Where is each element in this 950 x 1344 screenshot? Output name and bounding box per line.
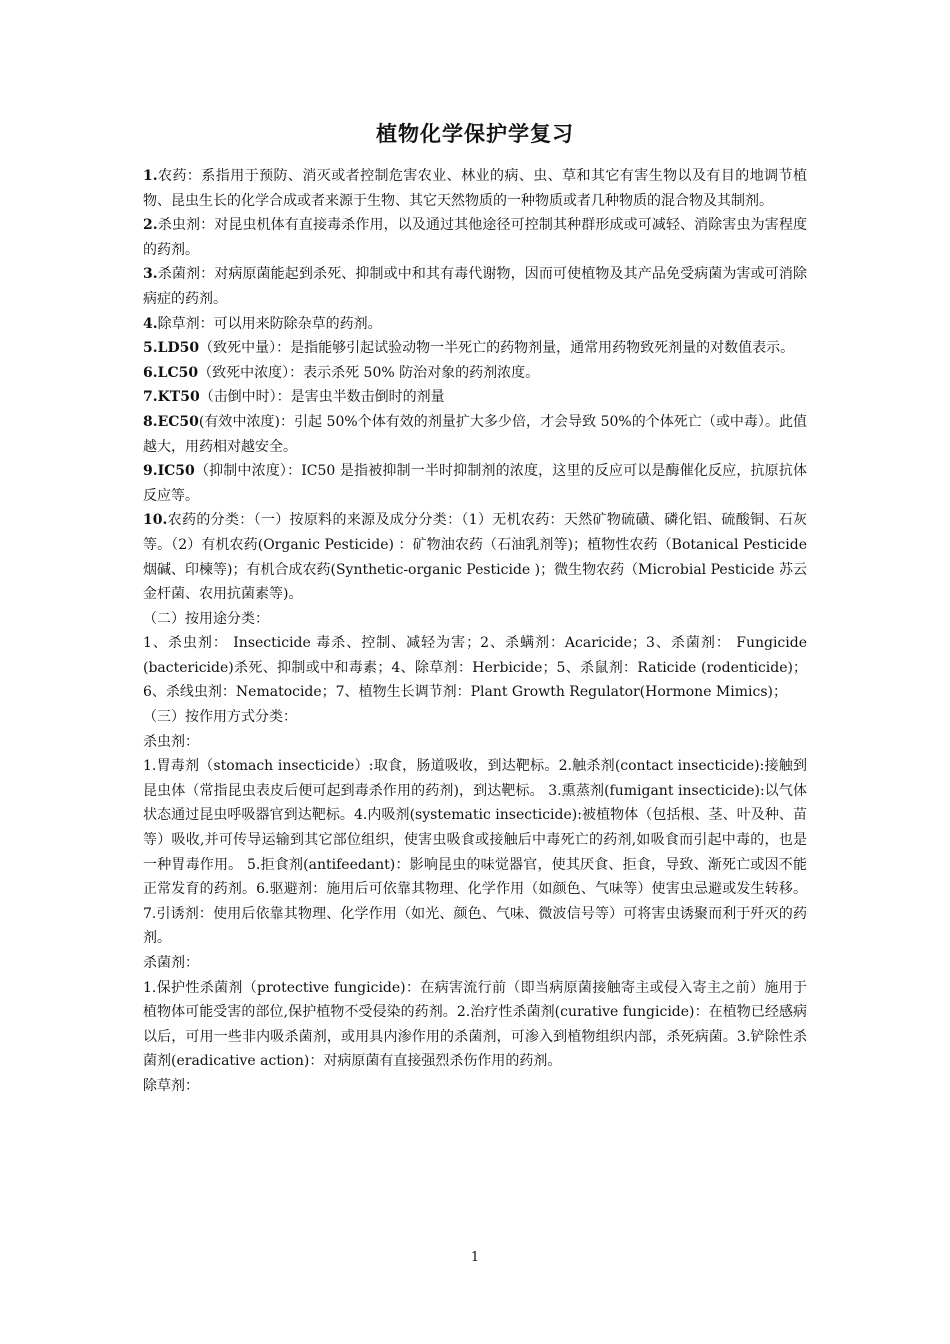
item-number: 10. — [143, 512, 168, 529]
paragraph-by-use: 1、杀虫剂： Insecticide 毒杀、控制、减轻为害；2、杀螨剂：Acaricide；3、杀菌剂： Fungicide (bactericide)杀死、抑制或中和毒素；4、除草剂：Herbicide；5、杀鼠剂：Raticide (rodenticide)；6、杀线虫剂：Nematocide；7、植物生长调节剂：Plant Growth Regulator(Hormone Mimics)； — [143, 635, 807, 701]
item-text: （致死中量）：是指能够引起试验动物一半死亡的药物剂量，通常用药物致死剂量的对数值表示。 — [199, 340, 795, 357]
item-text: 除草剂：可以用来防除杂草的药剂。 — [157, 315, 382, 332]
item-number: 9.IC50 — [143, 463, 195, 480]
item-number: 4. — [143, 315, 158, 332]
item-text: (有效中浓度)：引起 50%个体有效的剂量扩大多少倍，才会导致 50%的个体死亡（或中毒）。此值越大，用药相对越安全。 — [143, 413, 807, 455]
item-number: 3. — [143, 266, 158, 283]
item-text: 杀虫剂：对昆虫机体有直接毒杀作用，以及通过其他途径可控制其种群形成或可减轻、消除害虫为害程度的药剂。 — [143, 217, 807, 258]
paragraph-10 — [143, 508, 807, 606]
item-number: 5.LD50 — [143, 340, 200, 357]
section-heading-by-mode: （三）按作用方式分类： — [143, 709, 297, 726]
section-heading-by-use: （二）按用途分类： — [143, 610, 269, 627]
page-title: 植物化学保护学复习 — [376, 122, 574, 146]
item-number: 7.KT50 — [143, 389, 200, 406]
paragraph-2 — [143, 213, 807, 262]
item-number: 8.EC50 — [143, 413, 199, 430]
paragraph-5 — [143, 336, 807, 361]
item-number: 6.LC50 — [143, 364, 199, 381]
item-text: （致死中浓度）：表示杀死 50% 防治对象的药剂浓度。 — [198, 364, 540, 381]
item-text: 农药的分类：（一）按原料的来源及成分分类：（1）无机农药：天然矿物硫磺、磷化铝、硫酸铜、石灰等。（2）有机农药(Organic Pesticide) ：矿物油农药（石油乳剂等)；植物性农药（Botanical Pesticide 烟碱、印楝等)；有机合成农药(Synthetic-organic Pesticide )；微生物农药（Microbial Pesticide 苏云金杆菌、农用抗菌素等)。 — [143, 512, 807, 603]
paragraph-9 — [143, 459, 807, 508]
paragraph-insecticide: 1.胃毒剂（stomach insecticide）:取食，肠道吸收，到达靶标。2.触杀剂(contact insecticide):接触到昆虫体（常指昆虫表皮后便可起到毒杀作用的药剂)，到达靶标。 3.熏蒸剂(fumigant insecticide):以气体状态通过昆虫呼吸器官到达靶标。4.内吸剂(systematic insecticide):被植物体（包括根、茎、叶及种、苗等）吸收,并可传导运输到其它部位组织，使害虫吸食或接触后中毒死亡的药剂,如吸食而引起中毒的，也是一种胃毒作用。 5.拒食剂(antifeedant)：影响昆虫的味觉器官，使其厌食、拒食，导致、渐死亡或因不能正常发育的药剂。6.驱避剂：施用后可依靠其物理、化学作用（如颜色、气味等）使害虫忌避或发生转移。7.引诱剂：使用后依靠其物理、化学作用（如光、颜色、气味、微波信号等）可将害虫诱聚而利于歼灭的药剂。 — [143, 758, 807, 947]
paragraph-7 — [143, 385, 807, 410]
paragraph-4 — [143, 312, 807, 337]
item-text: （抑制中浓度）：IC50 是指被抑制一半时抑制剂的浓度，这里的反应可以是酶催化反应，抗原抗体反应等。 — [143, 463, 807, 504]
paragraph-8 — [143, 410, 807, 459]
document-body — [143, 164, 807, 1099]
paragraph-1 — [143, 164, 807, 213]
page-number: 1 — [470, 1250, 480, 1265]
item-number: 1. — [143, 168, 158, 184]
paragraph-6 — [143, 361, 807, 386]
subheading-fungicide: 杀菌剂： — [143, 955, 199, 971]
item-text: 杀菌剂：对病原菌能起到杀死、抑制或中和其有毒代谢物，因而可使植物及其产品免受病菌为害或可消除病症的药剂。 — [143, 266, 807, 307]
item-text: （击倒中时）：是害虫半数击倒时的剂量 — [199, 389, 445, 406]
item-text: 农药：系指用于预防、消灭或者控制危害农业、林业的病、虫、草和其它有害生物以及有目的地调节植物、昆虫生长的化学合成或者来源于生物、其它天然物质的一种物质或者几种物质的混合物及其制剂。 — [143, 168, 807, 209]
paragraph-fungicide: 1.保护性杀菌剂（protective fungicide)：在病害流行前（即当病原菌接触寄主或侵入寄主之前）施用于植物体可能受害的部位,保护植物不受侵染的药剂。2.治疗性杀菌剂(curative fungicide)：在植物已经感病以后，可用一些非内吸杀菌剂，或用具内渗作用的杀菌剂，可渗入到植物组织内部，杀死病菌。3.铲除性杀菌剂(eradicative action)：对病原菌有直接强烈杀伤作用的药剂。 — [143, 979, 807, 1070]
subheading-insecticide: 杀虫剂： — [143, 733, 199, 750]
paragraph-3 — [143, 262, 807, 311]
item-number: 2. — [143, 217, 158, 234]
subheading-herbicide: 除草剂： — [143, 1077, 199, 1094]
